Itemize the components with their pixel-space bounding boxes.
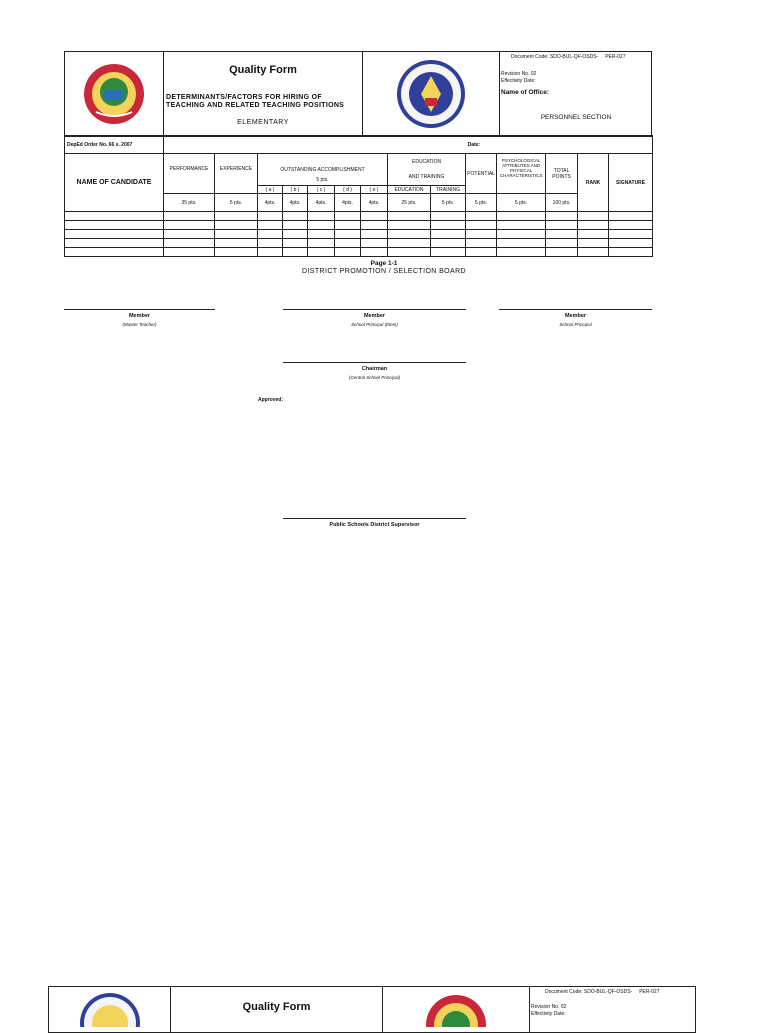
candidate-table (64, 135, 653, 257)
total-points-header: TOTAL POINTS (546, 154, 578, 194)
sub-b: ( b ) (283, 186, 308, 194)
chairman-label: Chairman (361, 366, 388, 372)
sub-d-points: 4pts. (335, 194, 361, 212)
division-logo-cell-2 (383, 987, 530, 1033)
outstanding-points: 5 pts. (316, 177, 329, 183)
member-2-role: School Principal (Elem) (351, 322, 398, 327)
member-1-role: (Master Teacher) (122, 322, 157, 327)
division-logo-cell (65, 52, 164, 137)
sub-b-points: 4pts. (283, 194, 308, 212)
education-points: 25 pts. (388, 194, 431, 212)
training-points: 5 pts. (431, 194, 466, 212)
second-page-header (48, 986, 696, 1033)
performance-points: 35 pts. (164, 194, 215, 212)
sub-d: ( d ) (335, 186, 361, 194)
deped-seal-icon (75, 987, 145, 1027)
document-number: PER-027 (605, 54, 626, 60)
office-value: PERSONNEL SECTION (540, 114, 612, 121)
determinants-line-1: DETERMINANTS/FACTORS FOR HIRING OF (166, 94, 322, 101)
performance-header: PERFORMANCE (164, 154, 215, 194)
signature-header: SIGNATURE (609, 154, 653, 212)
member-signature-2 (283, 309, 466, 327)
psych-points: 5 pts. (497, 194, 546, 212)
member-signature-1 (64, 309, 215, 327)
deped-order: DepEd Order No. 66 s. 2007 (65, 136, 164, 154)
title-cell (164, 52, 363, 137)
table-row[interactable] (65, 221, 653, 230)
level-label: ELEMENTARY (237, 119, 289, 126)
sub-c-points: 4pts. (308, 194, 335, 212)
table-row[interactable] (65, 239, 653, 248)
division-logo-icon (82, 62, 146, 126)
page-number: Page 1-1 (370, 260, 398, 267)
deped-seal-cell (363, 52, 500, 137)
experience-header: EXPERIENCE (215, 154, 258, 194)
experience-points: 5 pts. (215, 194, 258, 212)
office-label: Name of Office: (501, 89, 550, 96)
determinants-title (166, 94, 362, 110)
table-row[interactable] (65, 230, 653, 239)
table-row[interactable] (65, 248, 653, 257)
sub-e-points: 4pts. (361, 194, 388, 212)
training-subheader: TRAINING (431, 186, 466, 194)
chairman-signature (283, 362, 466, 380)
sub-e: ( e ) (361, 186, 388, 194)
member-signature-3 (499, 309, 652, 327)
name-of-candidate-header: NAME OF CANDIDATE (65, 154, 164, 212)
supervisor-label: Public Schools District Supervisor (329, 522, 420, 528)
sub-a: ( a ) (258, 186, 283, 194)
approved-label: Approved: (258, 397, 283, 403)
determinants-line-2: TEACHING AND RELATED TEACHING POSITIONS (166, 102, 345, 109)
deped-seal-cell-2 (49, 987, 171, 1033)
revision-number: Revision No. 02 (501, 71, 537, 77)
education-training-label: EDUCATION (412, 159, 442, 165)
outstanding-header (258, 154, 388, 186)
education-subheader: EDUCATION (388, 186, 431, 194)
quality-form-title-2: Quality Form (242, 1001, 311, 1013)
title-cell-2 (171, 987, 383, 1033)
date-label: Date: (466, 136, 653, 154)
sub-c: ( c ) (308, 186, 335, 194)
form-header (64, 51, 652, 137)
board-title: DISTRICT PROMOTION / SELECTION BOARD (301, 268, 466, 275)
outstanding-label: OUTSTANDING ACCOMPLISHMENT (280, 167, 365, 173)
education-training-header (388, 154, 466, 186)
potential-header: POTENTIAL (466, 154, 497, 194)
member-3-role: School Principal (559, 322, 592, 327)
quality-form-title: Quality Form (229, 64, 297, 76)
member-label: Member (363, 313, 386, 319)
document-code: Document Code: SDO-BUL-QF-OSDS- (545, 989, 633, 995)
member-label: Member (128, 313, 151, 319)
psych-header: PSYCHOLOGICAL ATTRIBUTES AND PHYSICAL CHARACTERISTICS (497, 154, 546, 194)
total-points: 100 pts. (546, 194, 578, 212)
document-code: Document Code: SDO-BUL-QF-OSDS- (511, 54, 599, 60)
document-number: PER-027 (639, 989, 660, 995)
rank-header: RANK (578, 154, 609, 212)
member-label: Member (564, 313, 587, 319)
table-row[interactable] (65, 212, 653, 221)
header-blank (164, 136, 466, 154)
deped-seal-icon (395, 58, 467, 130)
division-logo-icon (421, 987, 491, 1027)
supervisor-signature (283, 518, 466, 528)
sub-a-points: 4pts. (258, 194, 283, 212)
effectivity-date: Effectivity Date: (531, 1011, 566, 1017)
effectivity-date: Effectivity Date: (501, 78, 536, 84)
document-info-cell (500, 52, 652, 137)
revision-number: Revision No. 02 (531, 1004, 567, 1010)
chairman-role: (Central School Principal) (348, 375, 401, 380)
and-training-label: AND TRAINING (408, 174, 445, 180)
document-info-cell-2 (530, 987, 696, 1033)
potential-points: 5 pts. (466, 194, 497, 212)
